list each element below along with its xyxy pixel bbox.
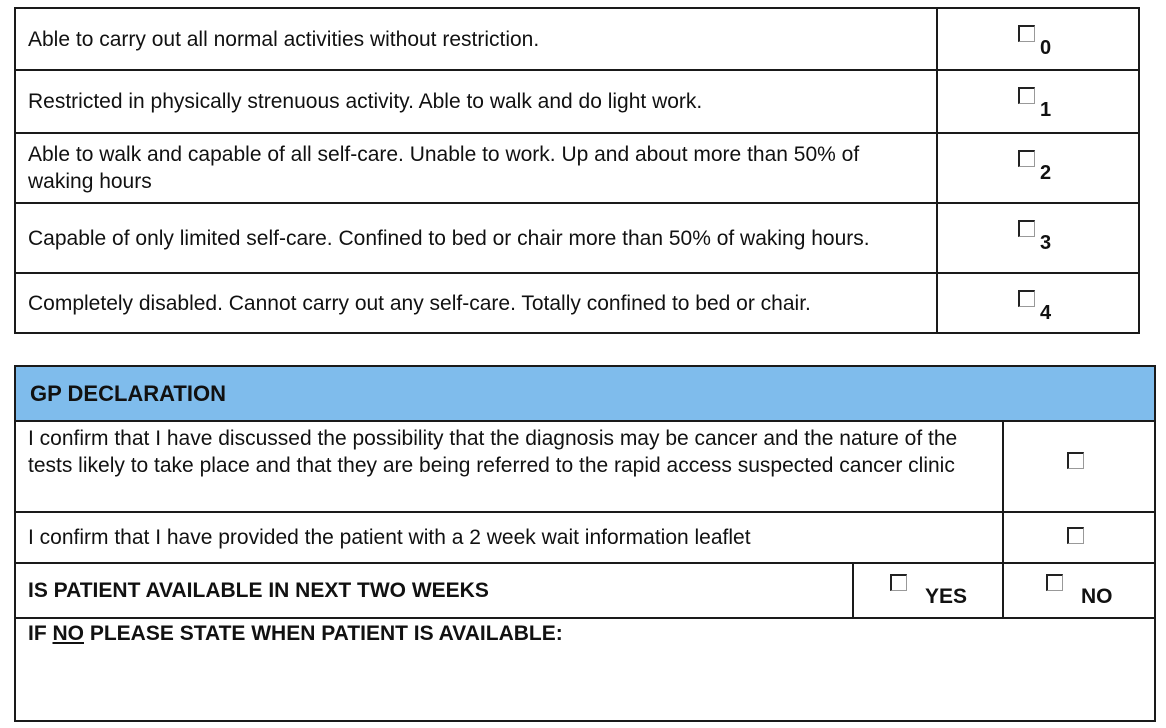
availability-question: IS PATIENT AVAILABLE IN NEXT TWO WEEKS (16, 564, 854, 617)
performance-score-cell (938, 134, 1138, 202)
if-no-suffix: PLEASE STATE WHEN PATIENT IS AVAILABLE: (84, 622, 563, 645)
availability-yes-option[interactable] (854, 564, 1004, 617)
performance-score-cell (938, 9, 1138, 69)
if-no-prefix: IF (28, 622, 53, 645)
performance-description: Capable of only limited self-care. Confined to bed or chair more than 50% of waking hours. (16, 204, 938, 272)
performance-description: Completely disabled. Cannot carry out any self-care. Totally confined to bed or chair. (16, 274, 938, 332)
performance-row-2 (16, 134, 1138, 204)
availability-date-field[interactable] (16, 619, 1154, 720)
performance-row-1 (16, 71, 1138, 134)
performance-status-table (14, 7, 1140, 334)
performance-row-3 (16, 204, 1138, 274)
performance-score-cell (938, 71, 1138, 132)
availability-no-option[interactable] (1004, 564, 1154, 617)
no-label: NO (1081, 585, 1113, 608)
performance-description: Able to carry out all normal activities without restriction. (16, 9, 938, 69)
if-no-underlined: NO (52, 622, 84, 645)
performance-description: Restricted in physically strenuous activity. Able to walk and do light work. (16, 71, 938, 132)
performance-score: 3 (1040, 232, 1052, 254)
gp-declaration-header: GP DECLARATION (16, 367, 1154, 422)
declaration-tick-cell (1004, 422, 1154, 511)
checkbox-icon[interactable] (1018, 220, 1035, 237)
declaration-row-discussed (16, 422, 1154, 513)
performance-score: 4 (1040, 302, 1052, 324)
checkbox-icon[interactable] (1018, 150, 1035, 167)
declaration-text: I confirm that I have discussed the possibility that the diagnosis may be cancer and the nature of the tests likely to take place and that they are being referred to the rapid access suspected cancer clinic (16, 422, 1004, 511)
checkbox-icon[interactable] (1018, 25, 1035, 42)
checkbox-icon[interactable] (1067, 527, 1084, 544)
performance-description: Able to walk and capable of all self-care. Unable to work. Up and about more than 50% of waking hours (16, 134, 938, 202)
checkbox-icon[interactable] (1067, 452, 1084, 469)
performance-row-0 (16, 9, 1138, 71)
availability-row (16, 564, 1154, 619)
performance-score: 1 (1040, 99, 1052, 121)
performance-score: 2 (1040, 162, 1052, 184)
checkbox-icon[interactable] (1046, 574, 1063, 591)
performance-score-cell (938, 204, 1138, 272)
checkbox-icon[interactable] (890, 574, 907, 591)
performance-score: 0 (1040, 37, 1052, 59)
checkbox-icon[interactable] (1018, 87, 1035, 104)
declaration-tick-cell (1004, 513, 1154, 562)
yes-label: YES (925, 585, 968, 608)
checkbox-icon[interactable] (1018, 290, 1035, 307)
gp-declaration-table (14, 365, 1156, 722)
declaration-row-leaflet (16, 513, 1154, 564)
performance-row-4 (16, 274, 1138, 332)
declaration-text: I confirm that I have provided the patient with a 2 week wait information leaflet (16, 513, 1004, 562)
performance-score-cell (938, 274, 1138, 332)
